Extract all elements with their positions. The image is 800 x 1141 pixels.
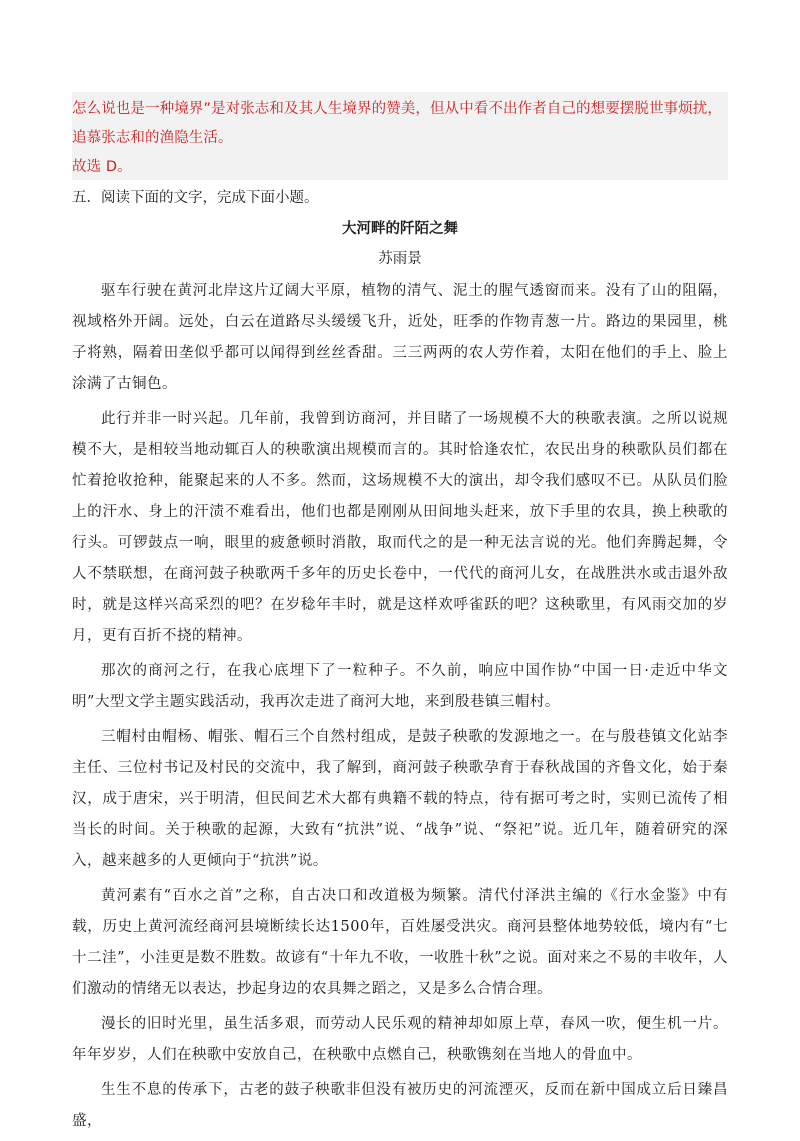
answer-explanation: 怎么说也是一种境界”是对张志和及其人生境界的赞美，但从中看不出作者自己的想要摆脱世事烦扰，追慕张志和的渔隐生活。	[72, 101, 723, 146]
question-prompt: 五．阅读下面的文字，完成下面小题。	[72, 190, 319, 206]
article-paragraph: 驱车行驶在黄河北岸这片辽阔大平原，植物的清气、泥土的腥气透窗而来。没有了山的阻隔，视域格外开阔。远处，白云在道路尽头缓缓飞升，近处，旺季的作物青葱一片。路边的果园里，桃子将熟，隔着田垄似乎都可以闻得到丝丝香甜。三三两两的农人劳作着，太阳在他们的手上、脸上涂满了古铜色。	[72, 283, 728, 392]
article-paragraph: 此行并非一时兴起。几年前，我曾到访商河，并目睹了一场规模不大的秧歌表演。之所以说规模不大，是相较当地动辄百人的秧歌演出规模而言的。其时恰逢农忙，农民出身的秧歌队员们都在忙着抢收抢种，能聚起来的人不多。然而，这场规模不大的演出，却令我们感叹不已。从队员们脸上的汗水、身上的汗渍不难看出，他们也都是刚刚从田间地头赶来，放下手里的农具，换上秧歌的行头。可锣鼓点一响，眼里的疲惫顿时消散，取而代之的是一种无法言说的光。他们奔腾起舞，令人不禁联想，在商河鼓子秧歌两千多年的历史长卷中，一代代的商河儿女，在战胜洪水或击退外敌时，就是这样兴高采烈的吧？在岁稔年丰时，就是这样欢呼雀跃的吧？这秧歌里，有风雨交加的岁月，更有百折不挠的精神。	[72, 411, 728, 644]
article-paragraph: 那次的商河之行，在我心底埋下了一粒种子。不久前，响应中国作协“中国一日·走近中华文明”大型文学主题实践活动，我再次走进了商河大地，来到殷巷镇三帽村。	[72, 663, 728, 710]
article-paragraph: 三帽村由帽杨、帽张、帽石三个自然村组成，是鼓子秧歌的发源地之一。在与殷巷镇文化站李主任、三位村书记及村民的交流中，我了解到，商河鼓子秧歌孕育于春秋战国的齐鲁文化，始于秦汉，成于唐宋，兴于明清，但民间艺术大都有典籍不载的特点，待有据可考之时，实则已流传了相当长的时间。关于秧歌的起源，大致有“抗洪”说、“战争”说、“祭祀”说。近几年，随着研究的深入，越来越多的人更倾向于“抗洪”说。	[72, 729, 728, 869]
answer-explanation-box	[72, 92, 728, 180]
answer-conclusion: 故选 D。	[72, 159, 132, 175]
article-title: 大河畔的阡陌之舞	[342, 221, 458, 237]
article-paragraph: 生生不息的传承下，古老的鼓子秧歌非但没有被历史的河流湮灭，反而在新中国成立后日臻昌盛，	[72, 1082, 728, 1129]
article-author: 苏雨景	[378, 251, 422, 267]
article-body	[72, 276, 728, 1141]
article-paragraph: 黄河素有“百水之首”之称，自古决口和改道极为频繁。清代付泽洪主编的《行水金鉴》中有载，历史上黄河流经商河县境断续长达1500年，百姓屡受洪灾。商河县整体地势较低，境内有“七十二洼”，小洼更是数不胜数。故谚有“十年九不收，一收胜十秋”之说。面对来之不易的丰收年，人们激动的情绪无以表达，抄起身边的农具舞之蹈之，又是多么合情合理。	[72, 888, 728, 997]
article-paragraph: 漫长的旧时光里，虽生活多艰，而劳动人民乐观的精神却如原上草，春风一吹，便生机一片。年年岁岁，人们在秧歌中安放自己，在秧歌中点燃自己，秧歌镌刻在当地人的骨血中。	[72, 1016, 728, 1063]
